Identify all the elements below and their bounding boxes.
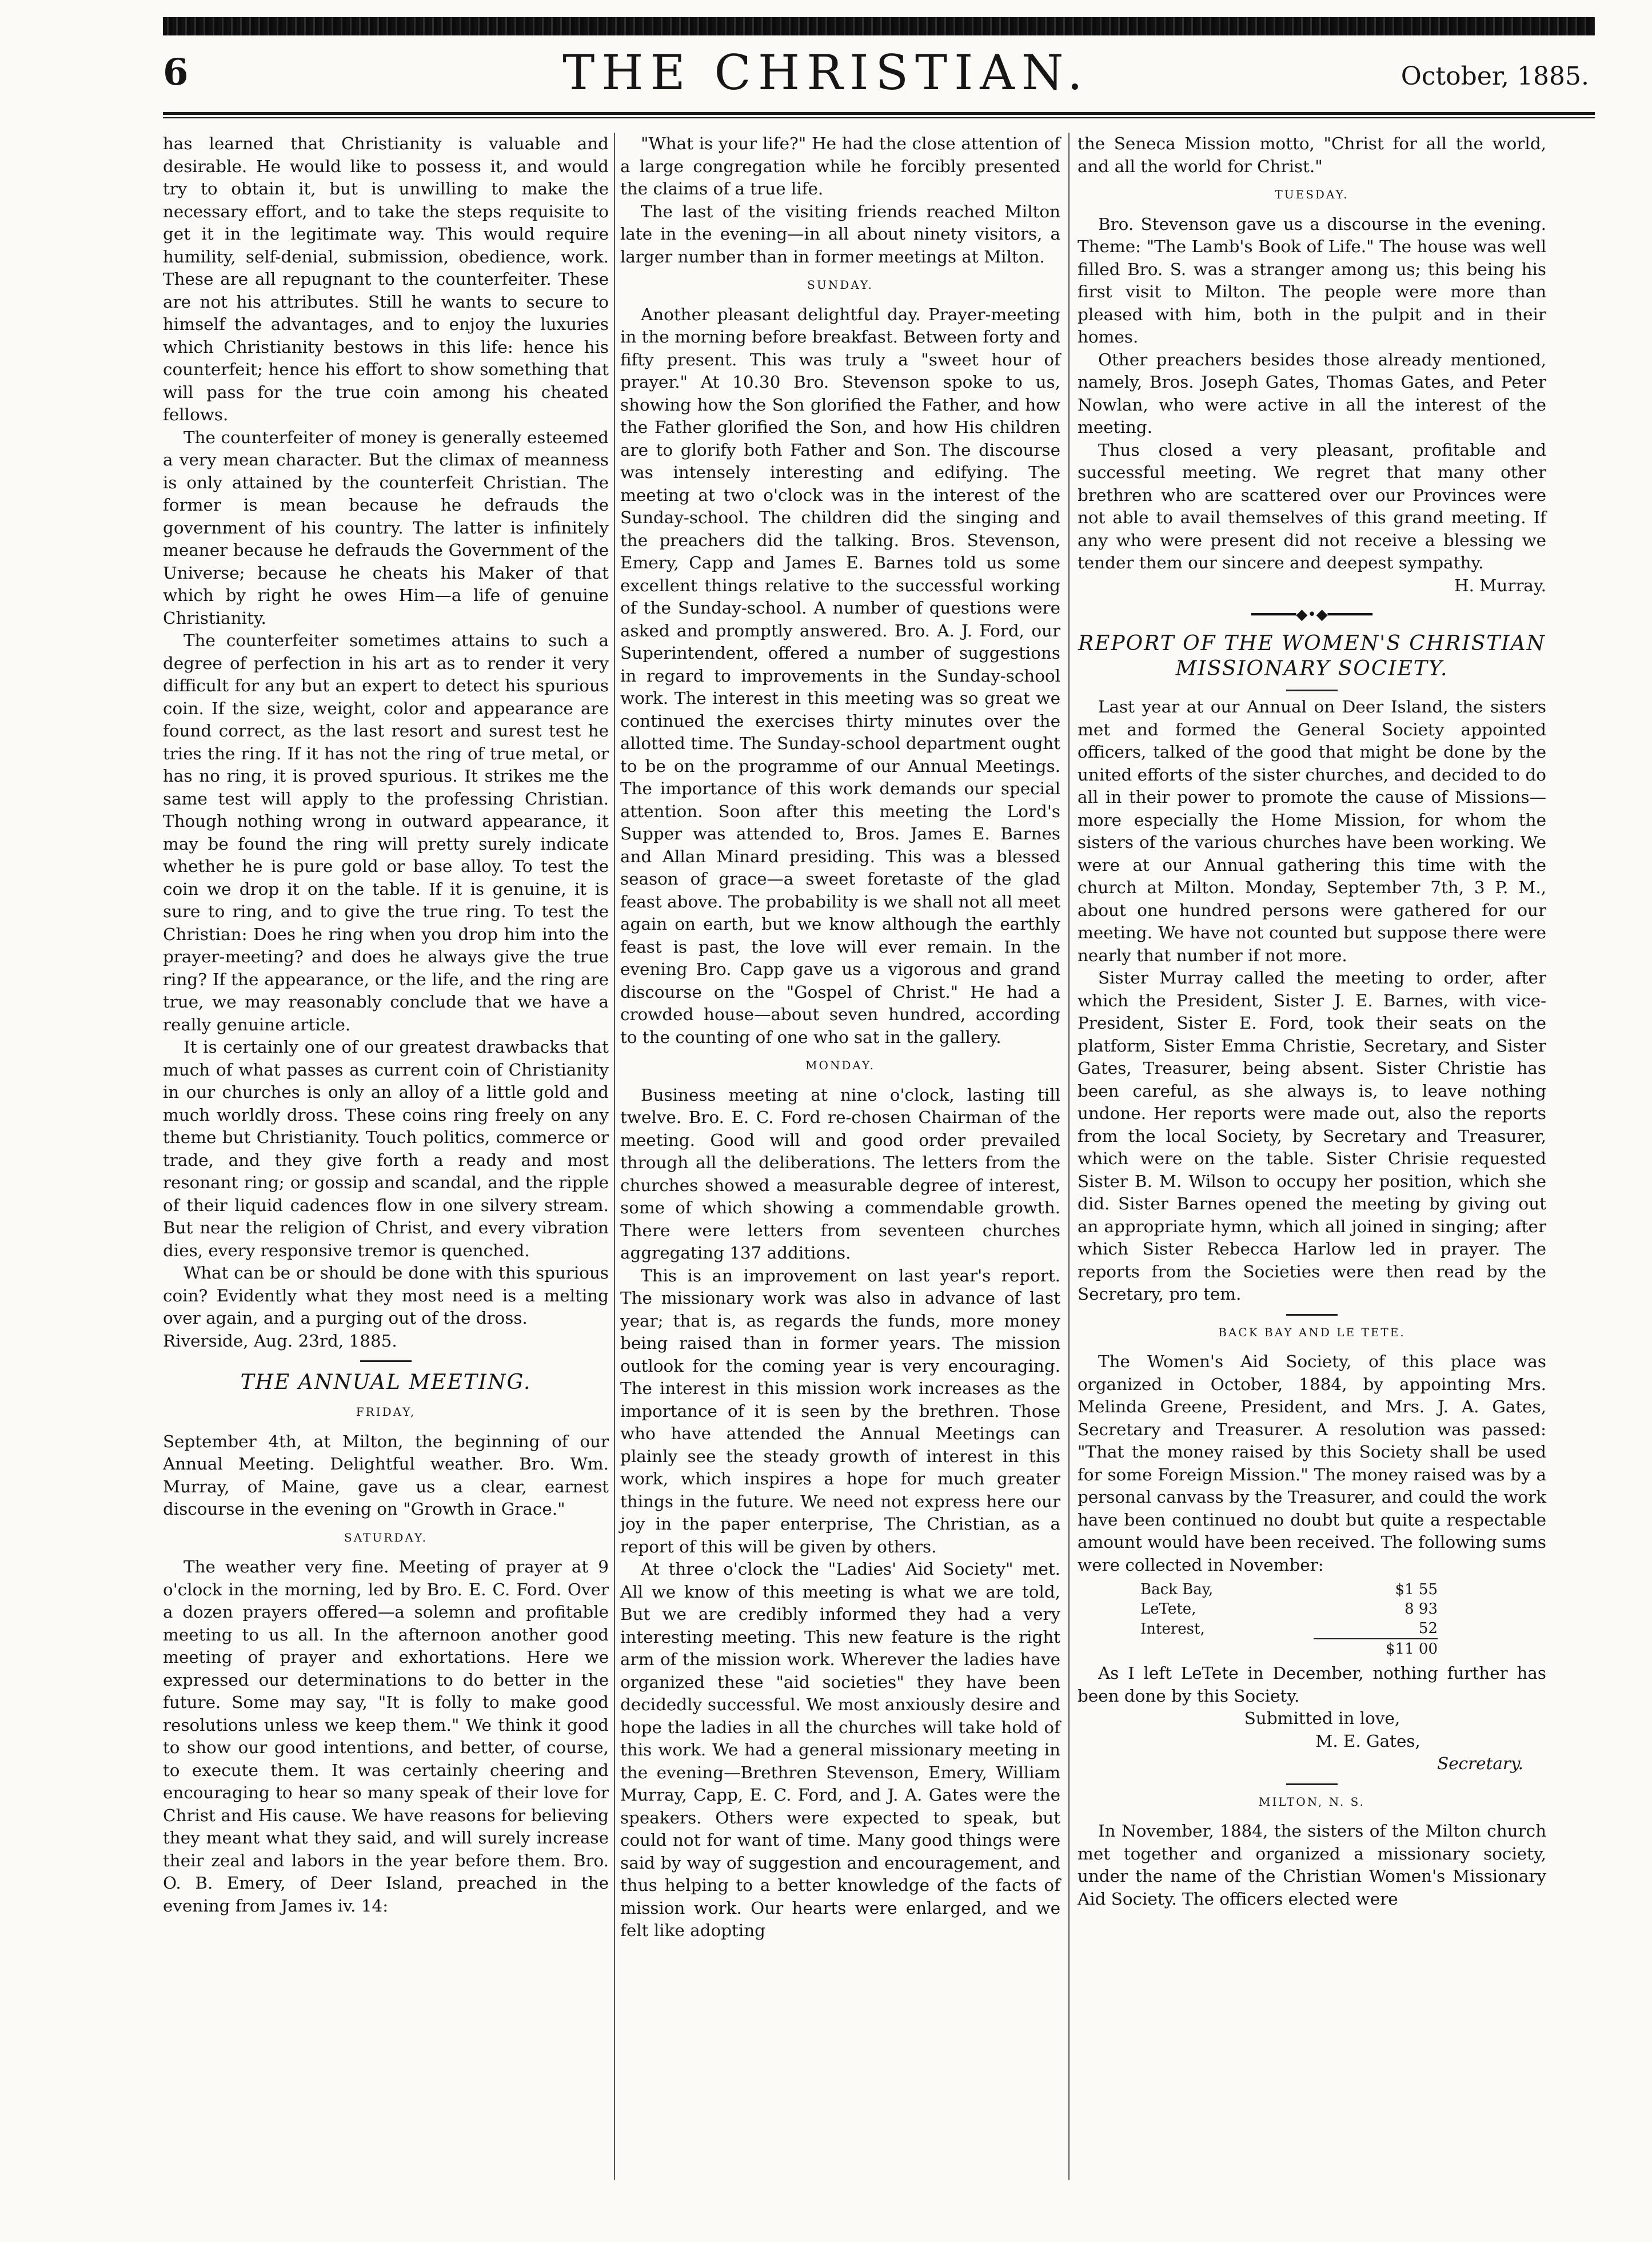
ledger-total: $11 00 [1314, 1639, 1438, 1659]
report-title: REPORT OF THE WOMEN'S CHRISTIAN MISSIONARY SOCIETY. [1078, 632, 1546, 680]
column-1 [163, 133, 609, 1917]
article-paragraph: At three o'clock the "Ladies' Aid Society" met. All we know of this meeting is what we are told, But we are credibly informed they had a very interesting meeting. This new feature is the right arm of the mission work. Wherever the ladies have organized these "aid societies" they have been decidedly successful. We most anxiously desire and hope the ladies in all the churches will take hold of this work. We had a general missionary meeting in the evening—Brethren Stevenson, Emery, William Murray, Capp, E. C. Ford, and J. A. Gates were the speakers. Others were expected to speak, but could not for want of time. Many good things were said by way of suggestion and encouragement, and thus helping to a better knowledge of the facts of mission work. Our hearts were enlarged, and we felt like adopting [620, 1559, 1060, 1940]
masthead-rule [163, 112, 1595, 115]
article-paragraph: As I left LeTete in December, nothing further has been done by this Society. [1078, 1663, 1546, 1706]
table-row [1140, 1619, 1438, 1639]
article-paragraph: Bro. Stevenson gave us a discourse in the evening. Theme: "The Lamb's Book of Life." The house was well filled Bro. S. was a stranger among us; this being his first visit to Milton. The people were more than pleased with him, both in the pulpit and in their homes. [1078, 214, 1546, 347]
article-paragraph: Business meeting at nine o'clock, lasting till twelve. Bro. E. C. Ford re-chosen Chairman of the meeting. Good will and good order prevailed through all the deliberations. The letters from the churches showed a measurable degree of interest, some of which showing a commendable growth. There were letters from seventeen churches aggregating 137 additions. [620, 1085, 1060, 1263]
table-row [1140, 1599, 1438, 1619]
masthead-title: THE CHRISTIAN. [562, 45, 1090, 101]
author-name: M. E. Gates, [1315, 1731, 1420, 1751]
article-paragraph: has learned that Christianity is valuable and desirable. He would like to possess it, and would try to obtain it, but is unwilling to make the necessary effort, and to take the steps requisite to get it in the legitimate way. This would require humility, self-denial, submission, obedience, work. These are all repugnant to the counterfeiter. These are not his attributes. Still he wants to secure to himself the advantages, and to enjoy the luxuries which Christianity bestows in this life: hence his counterfeit; hence his effort to show something that will pass for the true coin among his cheated fellows. [163, 134, 609, 424]
article-paragraph: The counterfeiter of money is generally esteemed a very mean character. But the climax of meanness is only attained by the counterfeit Christian. The former is mean because he defrauds the government of his country. The latter is infinitely meaner because he defrauds the Government of the Universe; because he cheats his Maker of that which by right he owes Him—a life of genuine Christianity. [163, 427, 609, 628]
article-paragraph: In November, 1884, the sisters of the Milton church met together and organized a missionary society, under the name of the Christian Women's Missionary Aid Society. The officers elected were [1078, 1821, 1546, 1909]
ledger-amount: 8 93 [1404, 1600, 1438, 1618]
subhead-sunday: SUNDAY. [807, 278, 873, 292]
article-paragraph: Another pleasant delightful day. Prayer-meeting in the morning before breakfast. Between forty and fifty present. This was truly a "sweet hour of prayer." At 10.30 Bro. Stevenson spoke to us, showing how the Son glorified the Father, and how the Father glorified the Son, and how His children are to glorify both Father and Son. The discourse was intensely interesting and edifying. The meeting at two o'clock was in the interest of the Sunday-school. The children did the singing and the preachers did the talking. Bros. Stevenson, Emery, Capp and James E. Barnes told us some excellent things relative to the successful working of the Sunday-school. A number of questions were asked and promptly answered. Bro. A. J. Ford, our Superintendent, offered a number of suggestions in regard to improvements in the Sunday-school work. The interest in this meeting was so great we continued the exercises thirty minutes over the allotted time. The Sunday-school department ought to be on the programme of our Annual Meetings. The importance of this work demands our special attention. Soon after this meeting the Lord's Supper was attended to, Bros. James E. Barnes and Allan Minard presiding. This was a blessed season of grace—a sweet foretaste of the glad feast above. The probability is we shall not all meet again on earth, but we know although the earthly feast is past, the love will ever remain. In the evening Bro. Capp gave us a vigorous and grand discourse on the "Gospel of Christ." He had a crowded house—about seven hundred, according to the counting of one who sat in the gallery. [620, 304, 1060, 1047]
article-paragraph: September 4th, at Milton, the beginning of our Annual Meeting. Delightful weather. Bro. Wm. Murray, of Maine, gave us a clear, earnest discourse in the evening on "Growth in Grace." [163, 1431, 609, 1519]
column-divider [1068, 133, 1070, 2180]
article-paragraph: the Seneca Mission motto, "Christ for all the world, and all the world for Christ." [1078, 134, 1546, 176]
article-title: THE ANNUAL MEETING. [240, 1371, 532, 1394]
subhead-tuesday: TUESDAY. [1275, 188, 1349, 201]
subhead-milton: MILTON, N. S. [1259, 1794, 1365, 1809]
section-rule [1286, 690, 1338, 691]
ledger-amount: $1 55 [1395, 1581, 1438, 1598]
ledger-label: Interest, [1140, 1620, 1205, 1638]
column-3 [1078, 133, 1546, 1910]
ornament-divider: ━━━━━◆•◆━━━━━ [1251, 606, 1372, 623]
article-paragraph: This is an improvement on last year's report. The missionary work was also in advance of last year; that is, as regards the funds, more money being raised than in former years. The mission outlook for the coming year is very encouraging. The interest in this mission work increases as the importance of it is seen by the brethren. Those who have attended the Annual Meetings can plainly see the steady growth of interest in this work, which inspires a hope for much greater things in the future. We need not express here our joy in the paper enterprise, The Christian, as a report of this will be given by others. [620, 1265, 1060, 1556]
article-paragraph: The counterfeiter sometimes attains to such a degree of perfection in his art as to render it very difficult for any but an expert to detect his spurious coin. If the size, weight, color and appearance are found correct, as the last resort and surest test he tries the ring. If it has not the ring of true metal, or has no ring, it is proved spurious. It strikes me the same test will apply to the professing Christian. Though nothing wrong in outward appearance, it may be found the ring will pretty surely indicate whether he is pure gold or base alloy. To test the coin we drop it on the table. If it is genuine, it is sure to ring, and to give the true ring. To test the Christian: Does he ring when you drop him into the prayer-meeting? and does he always give the true ring? If the appearance, or the life, and the ring are true, we may reasonably conclude that we have a really genuine article. [163, 631, 609, 1034]
author-role: Secretary. [1437, 1754, 1523, 1773]
table-row [1140, 1580, 1438, 1599]
signature: H. Murray. [1454, 575, 1546, 595]
section-rule [1286, 1314, 1338, 1316]
article-paragraph: Sister Murray called the meeting to order, after which the President, Sister J. E. Barnes, with vice-President, Sister E. Ford, took their seats on the platform, Sister Emma Christie, Secretary, and Sister Gates, Treasurer, being absent. Sister Christie has been careful, as she always is, to leave nothing undone. Her reports were made out, also the reports from the local Society, by Secretary and Treasurer, which were on the table. Sister Chrisie requested Sister B. M. Wilson to occupy her position, which she did. Sister Barnes opened the meeting by giving out an appropriate hymn, which all joined in singing; after which Sister Rebecca Harlow led in prayer. The reports from the Societies were then read by the Secretary, pro tem. [1078, 968, 1546, 1304]
article-paragraph: "What is your life?" He had the close attention of a large congregation while he forcibly presented the claims of a true life. [620, 134, 1060, 198]
issue-date: October, 1885. [1400, 62, 1589, 91]
column-2 [620, 133, 1060, 1942]
subhead-monday: MONDAY. [805, 1058, 876, 1072]
article-paragraph: Other preachers besides those already mentioned, namely, Bros. Joseph Gates, Thomas Gates, and Peter Nowlan, who were active in all the interest of the meeting. [1078, 349, 1546, 437]
ledger-label: Back Bay, [1140, 1581, 1214, 1598]
article-paragraph: Last year at our Annual on Deer Island, the sisters met and formed the General Society appointed officers, talked of the good that might be done by the united efforts of the sister churches, and decided to do all in their power to promote the cause of Missions—more especially the Home Mission, for whom the sisters of the various churches have been working. We were at our Annual gathering this time with the church at Milton. Monday, September 7th, 3 P. M., about one hundred persons were gathered for our meeting. We have not counted but suppose there were nearly that number if not more. [1078, 697, 1546, 965]
section-rule [1286, 1783, 1338, 1785]
top-border [163, 17, 1595, 35]
submitted-line: Submitted in love, [1244, 1709, 1400, 1728]
subhead-friday: FRIDAY, [356, 1405, 416, 1419]
article-paragraph: It is certainly one of our greatest drawbacks that much of what passes as current coin of Christianity in our churches is only an alloy of a little gold and much worldly dross. These coins ring freely on any theme but Christianity. Touch politics, commerce or trade, and they give forth a ready and most resonant ring; or gossip and scandal, and the ripple of their liquid cadences flow in one silvery stream. But near the religion of Christ, and every vibration dies, every responsive tremor is quenched. [163, 1037, 609, 1260]
page-number: 6 [163, 51, 189, 94]
masthead-rule-thin [163, 117, 1595, 118]
article-paragraph: The Women's Aid Society, of this place was organized in October, 1884, by appointing Mrs. Melinda Greene, President, and Mrs. J. A. Gates, Secretary and Treasurer. A resolution was passed: "That the money raised by this Society shall be used for some Foreign Mission." The money raised was by a personal canvass by the Treasurer, and could the work have been continued no doubt but quite a respectable amount would have been received. The following sums were collected in November: [1078, 1352, 1546, 1575]
collections-table [1140, 1580, 1438, 1659]
column-divider [614, 133, 615, 2180]
article-paragraph: What can be or should be done with this spurious coin? Evidently what they most need is a melting over again, and a purging out of the dross. [163, 1263, 609, 1328]
ledger-amount: 52 [1418, 1620, 1438, 1637]
subhead-saturday: SATURDAY. [344, 1530, 428, 1544]
ledger-label: LeTete, [1140, 1600, 1196, 1618]
section-rule [360, 1360, 412, 1362]
article-paragraph: Thus closed a very pleasant, profitable and successful meeting. We regret that many other brethren who are scattered over our Provinces were not able to avail themselves of this grand meeting. If any who were present did not receive a blessing we tender them our sincere and deepest sympathy. [1078, 440, 1546, 572]
article-paragraph: The weather very fine. Meeting of prayer at 9 o'clock in the morning, led by Bro. E. C. Ford. Over a dozen prayers offered—a solemn and profitable meeting to us all. In the afternoon another good meeting of prayer and exhortations. Here we expressed our determinations to do better in the future. Some may say, "It is folly to make good resolutions unless we keep them." We think it good to show our good intentions, and better, of course, to execute them. It was certainly cheering and encouraging to hear so many speak of their love for Christ and His cause. We have reasons for believing they meant what they said, and will surely increase their zeal and labors in the year before them. Bro. O. B. Emery, of Deer Island, preached in the evening from James iv. 14: [163, 1557, 609, 1916]
subhead-back-bay: BACK BAY AND LE TETE. [1218, 1325, 1406, 1339]
dateline: Riverside, Aug. 23rd, 1885. [163, 1331, 397, 1351]
article-paragraph: The last of the visiting friends reached Milton late in the evening—in all about ninety visitors, a larger number than in former meetings at Milton. [620, 201, 1060, 266]
table-row [1140, 1639, 1438, 1659]
